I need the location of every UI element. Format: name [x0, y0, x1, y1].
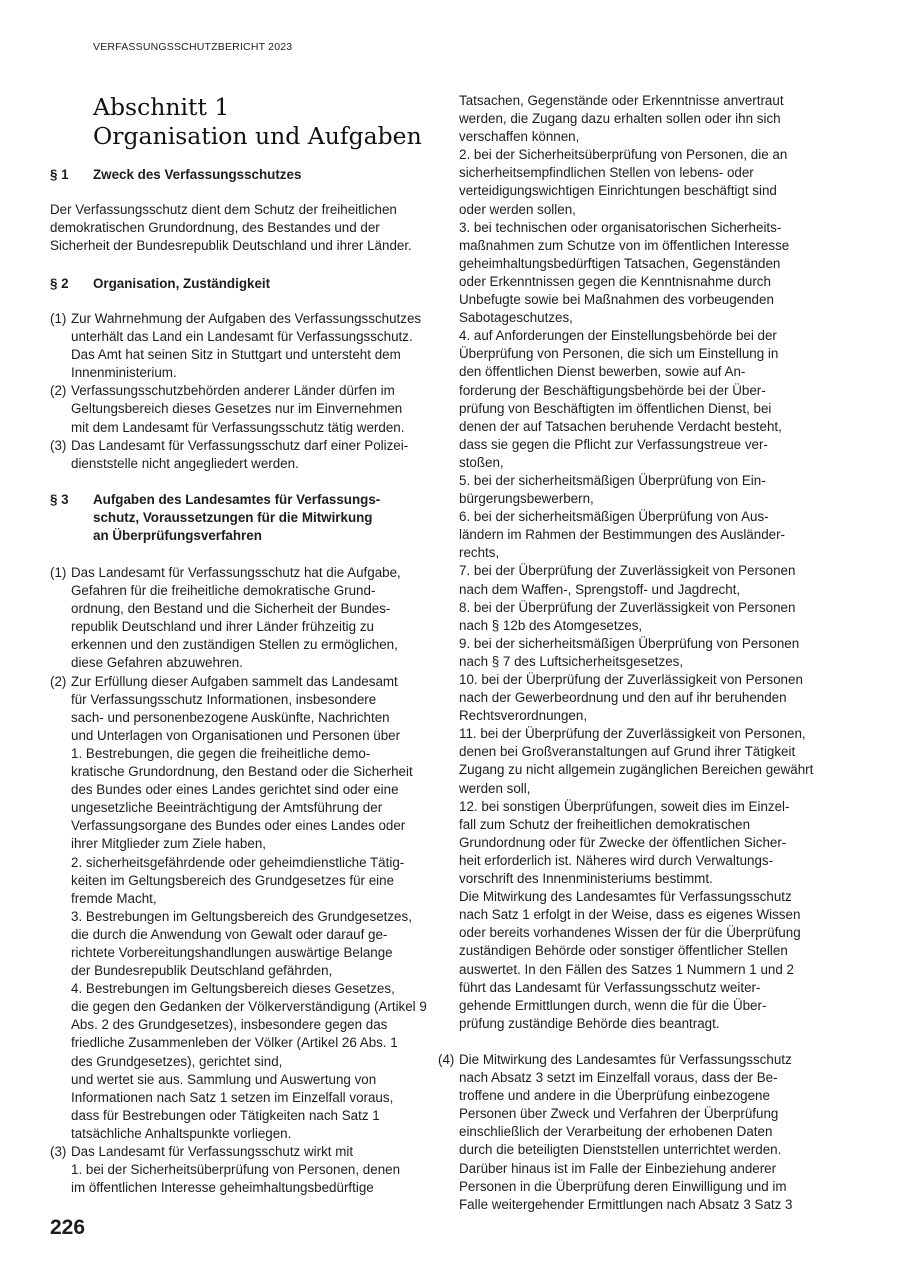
text-line: oder Erkenntnissen gegen die Kenntnisnahme durch [459, 273, 771, 289]
section-title [93, 491, 380, 545]
text-line: nach der Gewerbeordnung und den auf ihr beruhenden [459, 690, 787, 706]
text-line: 2. bei der Sicherheitsüberprüfung von Personen, die an [459, 147, 788, 163]
text-line: demokratischen Grundordnung, des Bestandes und der [50, 220, 380, 236]
text-line: Zur Wahrnehmung der Aufgaben des Verfassungsschutzes [71, 311, 422, 326]
paragraph-item [50, 437, 421, 473]
text-line: durch die beteiligten Dienststellen unterrichtet werden. [459, 1142, 782, 1158]
text-line: Das Landesamt für Verfassungsschutz wirkt mit [71, 1144, 354, 1159]
section-1-text [50, 201, 412, 255]
text-line: werden, die Zugang dazu erhalten sollen oder ihn sich [459, 111, 781, 127]
text-line: Abs. 2 des Grundgesetzes), insbesondere gegen das [71, 1017, 388, 1033]
text-line: die gegen den Gedanken der Völkerverständigung (Artikel 9 [71, 999, 427, 1015]
text-line: Verfassungsorgane des Bundes oder eines Landes oder [71, 818, 406, 834]
text-line: unterhält das Land ein Landesamt für Verfassungsschutz. [71, 329, 413, 345]
text-line: friedliche Zusammenleben der Völker (Artikel 26 Abs. 1 [71, 1035, 398, 1051]
text-line: forderung der Beschäftigungsbehörde bei der Über- [459, 382, 766, 398]
paragraph-marker: (3) [50, 437, 67, 453]
text-line: für Verfassungsschutz Informationen, insbesondere [71, 691, 377, 707]
text-line: Darüber hinaus ist im Falle der Einbeziehung anderer [459, 1160, 777, 1176]
text-line: verschaffen können, [459, 129, 580, 145]
paragraph-item [50, 673, 427, 1143]
text-line: dienststelle nicht angegliedert werden. [71, 455, 299, 471]
text-line: gehende Ermittlungen durch, wenn die für die Über- [459, 997, 767, 1013]
text-line: 9. bei der sicherheitsmäßigen Überprüfung von Personen [459, 635, 800, 651]
text-line: dass sie gegen die Pflicht zur Verfassungstreue ver- [459, 436, 768, 452]
paragraph-item [50, 382, 421, 436]
text-line: des Grundgesetzes), gerichtet sind, [71, 1053, 283, 1069]
text-line: nach dem Waffen-, Sprengstoff- und Jagdrecht, [459, 581, 741, 597]
text-line: ländern im Rahmen der Bestimmungen des Ausländer- [459, 527, 786, 543]
section-title: Organisation, Zuständigkeit [93, 276, 271, 291]
text-line: oder bereits vorhandenes Wissen der für die Überprüfung [459, 925, 801, 941]
text-line: führt das Landesamt für Verfassungsschutz weiter- [459, 979, 761, 995]
text-line [459, 1033, 813, 1051]
text-line: ungesetzliche Beeinträchtigung der Amtsführung der [71, 800, 383, 816]
text-line: der Bundesrepublik Deutschland gefährden, [71, 963, 333, 979]
text-line: die durch die Anwendung von Gewalt oder darauf ge- [71, 926, 388, 942]
paragraph-marker: (3) [50, 1144, 67, 1159]
paragraph-marker: (1) [50, 565, 67, 580]
paragraph-item [50, 564, 427, 673]
text-line: Gefahren für die freiheitliche demokratische Grund- [71, 583, 376, 599]
text-line: stoßen, [459, 454, 504, 470]
text-line: nach Satz 1 erfolgt in der Weise, dass es eigenes Wissen [459, 907, 801, 923]
text-line: Sabotageschutzes, [459, 310, 573, 326]
section-3-heading [50, 491, 380, 545]
text-line: Verfassungsschutzbehörden anderer Länder dürfen im [71, 383, 395, 399]
text-line: tatsächliche Anhaltspunkte vorliegen. [71, 1125, 292, 1141]
text-line: des Bundes oder eines Landes gerichtet sind oder eine [71, 782, 399, 798]
text-line: nach Absatz 3 setzt im Einzelfall voraus, dass der Be- [459, 1070, 778, 1086]
text-line: im öffentlichen Interesse geheimhaltungsbedürftige [71, 1180, 374, 1196]
text-line: verteidigungswichtigen Einrichtungen beschäftigt sind [459, 183, 777, 199]
section-3-body [50, 564, 427, 1197]
text-line: Rechtsverordnungen, [459, 708, 588, 724]
paragraph-marker: (2) [50, 383, 67, 399]
text-line: Die Mitwirkung des Landesamtes für Verfassungsschutz [459, 889, 792, 905]
paragraph-item [438, 1051, 813, 1214]
text-line: mit dem Landesamt für Verfassungsschutz tätig werden. [71, 419, 405, 435]
text-line: Zur Erfüllung dieser Aufgaben sammelt das Landesamt [71, 673, 398, 689]
text-line: oder werden sollen, [459, 201, 576, 217]
chapter-title-line-2: Organisation und Aufgaben [93, 122, 422, 150]
paragraph-marker: (1) [50, 311, 67, 326]
text-line: und wertet sie aus. Sammlung und Auswertung von [71, 1071, 377, 1087]
text-line: 5. bei der sicherheitsmäßigen Überprüfung von Ein- [459, 472, 766, 488]
text-line: Innenministerium. [71, 365, 177, 381]
text-line: 11. bei der Überprüfung der Zuverlässigkeit von Personen, [459, 726, 806, 742]
section-2-heading [50, 275, 270, 293]
running-header: VERFASSUNGSSCHUTZBERICHT 2023 [93, 41, 293, 53]
text-line: nach § 12b des Atomgesetzes, [459, 617, 643, 633]
text-line: richtete Vorbereitungshandlungen auswärtige Belange [71, 944, 393, 960]
section-number: § 2 [50, 276, 69, 291]
text-line: dass für Bestrebungen oder Tätigkeiten nach Satz 1 [71, 1107, 380, 1123]
text-line: Die Mitwirkung des Landesamtes für Verfassungsschutz [459, 1051, 792, 1067]
text-line: republik Deutschland und ihrer Länder frühzeitig zu [71, 619, 374, 635]
text-line: prüfung zuständige Behörde dies beantragt. [459, 1015, 720, 1031]
paragraph-marker: (2) [50, 673, 67, 689]
text-line: 3. Bestrebungen im Geltungsbereich des Grundgesetzes, [71, 908, 412, 924]
text-line: Der Verfassungsschutz dient dem Schutz der freiheitlichen [50, 202, 397, 217]
section-title-line: an Überprüfungsverfahren [93, 528, 262, 543]
text-line: denen bei Großveranstaltungen auf Grund ihrer Tätigkeit [459, 744, 796, 760]
text-line: 12. bei sonstigen Überprüfungen, soweit dies im Einzel- [459, 798, 790, 814]
section-number: § 1 [50, 167, 69, 182]
text-line: sicherheitsempfindlichen Stellen von lebens- oder [459, 165, 754, 181]
section-title-line: Aufgaben des Landesamtes für Verfassungs- [93, 492, 381, 507]
text-line: Falle weitergehender Ermittlungen nach Absatz 3 Satz 3 [459, 1196, 793, 1212]
text-line: werden soll, [459, 780, 531, 796]
text-line: Personen in die Überprüfung deren Einwilligung und im [459, 1178, 787, 1194]
text-line: ihrer Mitglieder zum Ziele haben, [71, 836, 266, 852]
text-line: Personen über Zweck und Verfahren der Überprüfung [459, 1106, 779, 1122]
text-line: Das Landesamt für Verfassungsschutz darf einer Polizei- [71, 437, 409, 453]
section-number: § 3 [50, 492, 69, 507]
text-line: maßnahmen zum Schutze von im öffentlichen Interesse [459, 237, 790, 253]
text-line: 3. bei technischen oder organisatorischen Sicherheits- [459, 219, 782, 235]
text-line: Tatsachen, Gegenstände oder Erkenntnisse anvertraut [459, 93, 784, 108]
paragraph-continuation [438, 92, 813, 1051]
paragraph-item [50, 310, 421, 382]
text-line: fremde Macht, [71, 890, 157, 906]
text-line: erkennen und den zuständigen Stellen zu ermöglichen, [71, 637, 398, 653]
right-column [438, 92, 813, 1214]
text-line: fall zum Schutz der freiheitlichen demokratischen [459, 816, 751, 832]
paragraph-marker: (4) [438, 1051, 455, 1067]
text-line: 1. Bestrebungen, die gegen die freiheitliche demo- [71, 745, 371, 761]
text-line: kratische Grundordnung, den Bestand oder die Sicherheit [71, 764, 413, 780]
text-line: den öffentlichen Dienst bewerben, sowie auf An- [459, 364, 746, 380]
text-line: auswertet. In den Fällen des Satzes 1 Nummern 1 und 2 [459, 961, 794, 977]
text-line: prüfung von Beschäftigten im öffentlichen Dienst, bei [459, 400, 772, 416]
text-line: heit erforderlich ist. Näheres wird durch Verwaltungs- [459, 852, 774, 868]
text-line: diese Gefahren abzuwehren. [71, 655, 243, 671]
text-line: 8. bei der Überprüfung der Zuverlässigkeit von Personen [459, 599, 796, 615]
section-2-body [50, 310, 421, 473]
text-line: 10. bei der Überprüfung der Zuverlässigkeit von Personen [459, 672, 803, 687]
text-line: troffene und andere in die Überprüfung einbezogene [459, 1088, 770, 1104]
page-number: 226 [50, 1216, 86, 1239]
text-line: Das Amt hat seinen Sitz in Stuttgart und untersteht dem [71, 347, 401, 363]
text-line: Sicherheit der Bundesrepublik Deutschland und ihrer Länder. [50, 238, 412, 254]
section-1-heading [50, 166, 301, 184]
text-line: 4. Bestrebungen im Geltungsbereich dieses Gesetzes, [71, 981, 395, 997]
chapter-title-line-1: Abschnitt 1 [93, 93, 230, 121]
chapter-title [93, 93, 422, 151]
text-line: Geltungsbereich dieses Gesetzes nur im Einvernehmen [71, 401, 403, 417]
text-line: sach- und personenbezogene Auskünfte, Nachrichten [71, 709, 390, 725]
text-line: Grundordnung oder für Zwecke der öffentlichen Sicher- [459, 834, 787, 850]
paragraph-item [50, 1143, 427, 1197]
text-line: 1. bei der Sicherheitsüberprüfung von Personen, denen [71, 1162, 401, 1178]
text-line: 7. bei der Überprüfung der Zuverlässigkeit von Personen [459, 563, 796, 579]
text-line: nach § 7 des Luftsicherheitsgesetzes, [459, 653, 684, 669]
text-line: zuständigen Behörde oder sonstiger öffentlicher Stellen [459, 943, 788, 959]
text-line: Das Landesamt für Verfassungsschutz hat die Aufgabe, [71, 565, 401, 580]
text-line: Überprüfung von Personen, die sich um Einstellung in [459, 346, 779, 362]
text-line: denen der auf Tatsachen beruhende Verdacht besteht, [459, 418, 782, 434]
text-line: 2. sicherheitsgefährdende oder geheimdienstliche Tätig- [71, 854, 405, 870]
text-line: Unbefugte sowie bei Maßnahmen des vorbeugenden [459, 292, 774, 308]
text-line: 4. auf Anforderungen der Einstellungsbehörde bei der [459, 328, 777, 344]
text-line: und Unterlagen von Organisationen und Personen über [71, 727, 401, 743]
section-title: Zweck des Verfassungsschutzes [93, 167, 302, 182]
text-line: bürgerungsbewerbern, [459, 491, 594, 507]
section-title-line: schutz, Voraussetzungen für die Mitwirkung [93, 510, 373, 525]
text-line: einschließlich der Verarbeitung der erhobenen Daten [459, 1124, 773, 1140]
text-line: Zugang zu nicht allgemein zugänglichen Bereichen gewährt [459, 762, 814, 778]
text-line: rechts, [459, 545, 500, 561]
text-line: geheimhaltungsbedürftigen Tatsachen, Gegenständen [459, 255, 781, 271]
text-line: 6. bei der sicherheitsmäßigen Überprüfung von Aus- [459, 509, 769, 525]
text-line: ordnung, den Bestand und die Sicherheit der Bundes- [71, 601, 391, 617]
text-line: keiten im Geltungsbereich des Grundgesetzes für eine [71, 872, 395, 888]
text-line: vorschrift des Innenministeriums bestimmt. [459, 871, 713, 887]
text-line: Informationen nach Satz 1 setzen im Einzelfall voraus, [71, 1089, 394, 1105]
